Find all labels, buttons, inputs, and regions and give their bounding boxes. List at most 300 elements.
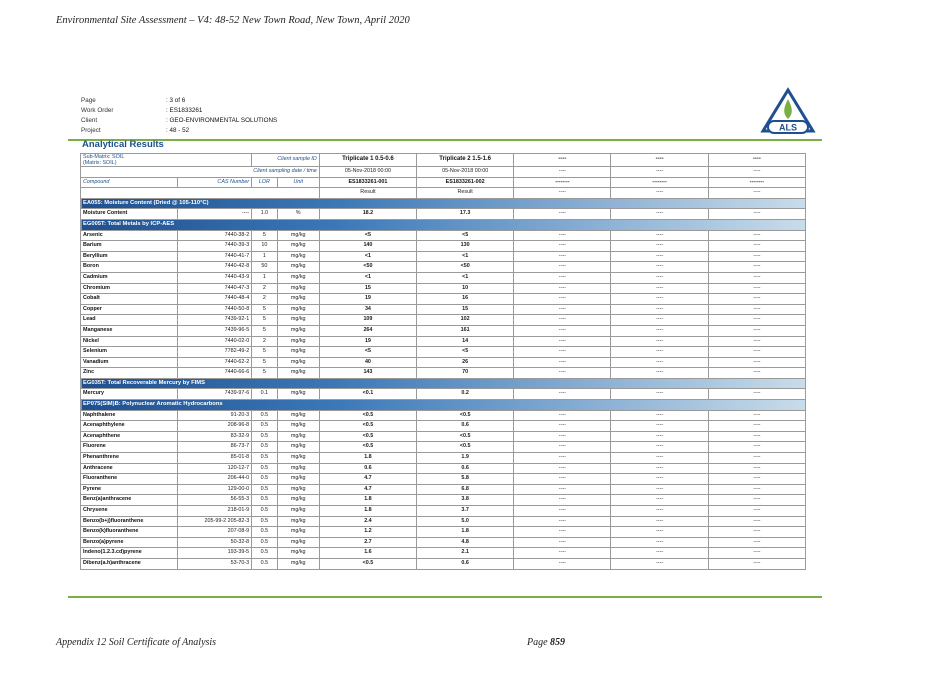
cas-number: 7440-50-8 (178, 304, 252, 315)
lor-column-header: LOR (252, 177, 277, 188)
cas-number: 7439-92-1 (178, 315, 252, 326)
meta-row (81, 96, 277, 106)
report-meta (81, 96, 277, 136)
compound-name: Mercury (81, 389, 178, 400)
empty-result: ---- (611, 442, 708, 453)
empty-result: ---- (708, 251, 805, 262)
result-triplicate-2: 3.8 (417, 495, 514, 506)
empty-result: ---- (611, 315, 708, 326)
lor-value: 0.5 (252, 431, 277, 442)
header-row-sampling-date (81, 167, 806, 178)
result-triplicate-1: 2.7 (319, 537, 416, 548)
lab-id: ES1833261-001 (319, 177, 416, 188)
empty-result: ---- (708, 548, 805, 559)
compound-name: Cobalt (81, 294, 178, 305)
lor-value: 10 (252, 241, 277, 252)
empty-result: ---- (611, 272, 708, 283)
result-triplicate-1: <50 (319, 262, 416, 273)
compound-name: Cadmium (81, 272, 178, 283)
cas-number: 7440-38-2 (178, 230, 252, 241)
meta-value: : ES1833261 (166, 107, 203, 114)
compound-name: Arsenic (81, 230, 178, 241)
compound-name: Moisture Content (81, 209, 178, 220)
cas-number: 206-44-0 (178, 474, 252, 485)
meta-label: Page (81, 97, 96, 104)
result-triplicate-1: 143 (319, 368, 416, 379)
result-triplicate-2: 2.1 (417, 548, 514, 559)
table-row (81, 548, 806, 559)
empty-result: ---- (611, 262, 708, 273)
unit-value: mg/kg (277, 558, 319, 569)
empty-result: ---- (708, 484, 805, 495)
empty-result: ---- (708, 209, 805, 220)
lor-value: 5 (252, 230, 277, 241)
cas-number: 7440-39-3 (178, 241, 252, 252)
sample-id-header: Triplicate 2 1.5-1.6 (417, 154, 514, 167)
table-row (81, 336, 806, 347)
unit-value: mg/kg (277, 230, 319, 241)
cas-number: 7782-49-2 (178, 347, 252, 358)
result-triplicate-2: 161 (417, 325, 514, 336)
sampling-date: ---- (611, 167, 708, 178)
cas-number: 7440-66-6 (178, 368, 252, 379)
result-triplicate-1: 140 (319, 241, 416, 252)
lor-value: 0.5 (252, 484, 277, 495)
lor-value: 0.5 (252, 516, 277, 527)
meta-row (81, 116, 277, 126)
lab-id: -------- (514, 177, 611, 188)
unit-value: mg/kg (277, 474, 319, 485)
empty-result: ---- (708, 357, 805, 368)
sample-id-header: ---- (611, 154, 708, 167)
cas-number: 7440-42-8 (178, 262, 252, 273)
footer-page (527, 637, 565, 648)
sample-id-header: ---- (514, 154, 611, 167)
compound-name: Manganese (81, 325, 178, 336)
empty-result: ---- (611, 357, 708, 368)
unit-value: mg/kg (277, 347, 319, 358)
sampling-date-label: Client sampling date / time (81, 167, 320, 178)
empty-result: ---- (611, 463, 708, 474)
empty-result: ---- (611, 368, 708, 379)
unit-column-header: Unit (277, 177, 319, 188)
table-row (81, 262, 806, 273)
compound-name: Selenium (81, 347, 178, 358)
result-triplicate-2: 102 (417, 315, 514, 326)
cas-number: 129-00-0 (178, 484, 252, 495)
lor-value: 0.5 (252, 410, 277, 421)
header-row-columns (81, 177, 806, 188)
result-label: ---- (514, 188, 611, 199)
result-triplicate-2: <5 (417, 230, 514, 241)
table-row (81, 251, 806, 262)
cas-number: 56-55-3 (178, 495, 252, 506)
result-triplicate-2: 0.6 (417, 558, 514, 569)
meta-value: : 48 - 52 (166, 127, 190, 134)
client-sample-id-label: Client sample ID (252, 154, 320, 167)
result-label: Result (417, 188, 514, 199)
empty-result: ---- (708, 442, 805, 453)
empty-result: ---- (611, 336, 708, 347)
result-triplicate-2: 4.8 (417, 537, 514, 548)
result-triplicate-1: 15 (319, 283, 416, 294)
empty-result: ---- (708, 262, 805, 273)
empty-result: ---- (708, 453, 805, 464)
lor-value: 1.0 (252, 209, 277, 220)
result-triplicate-2: 15 (417, 304, 514, 315)
meta-label: Work Order (81, 107, 114, 114)
result-triplicate-2: 16 (417, 294, 514, 305)
cas-number: 208-96-8 (178, 421, 252, 432)
document-header: Environmental Site Assessment – V4: 48-52 New Town Road, New Town, April 2020 (56, 15, 410, 26)
cas-number: 7440-02-0 (178, 336, 252, 347)
compound-name: Benzo(a)pyrene (81, 537, 178, 548)
header-row-result (81, 188, 806, 199)
lor-value: 0.5 (252, 548, 277, 559)
empty-result: ---- (708, 537, 805, 548)
lor-value: 0.5 (252, 421, 277, 432)
result-triplicate-2: 5.8 (417, 474, 514, 485)
table-row (81, 431, 806, 442)
compound-name: Barium (81, 241, 178, 252)
result-triplicate-1: <0.5 (319, 558, 416, 569)
result-triplicate-2: <50 (417, 262, 514, 273)
empty-result: ---- (611, 431, 708, 442)
empty-result: ---- (514, 474, 611, 485)
lor-value: 5 (252, 368, 277, 379)
empty-result: ---- (514, 304, 611, 315)
table-row (81, 283, 806, 294)
submatrix-label: Sub-Matrix: SOIL (83, 154, 125, 160)
table-row (81, 368, 806, 379)
lor-value: 2 (252, 283, 277, 294)
table-row (81, 516, 806, 527)
unit-value: mg/kg (277, 389, 319, 400)
result-triplicate-2: 130 (417, 241, 514, 252)
table-row (81, 209, 806, 220)
table-row (81, 272, 806, 283)
result-triplicate-2: 0.6 (417, 463, 514, 474)
empty-result: ---- (611, 325, 708, 336)
result-triplicate-2: 3.7 (417, 506, 514, 517)
compound-name: Fluorene (81, 442, 178, 453)
lor-value: 0.5 (252, 442, 277, 453)
unit-value: mg/kg (277, 495, 319, 506)
unit-value: mg/kg (277, 357, 319, 368)
result-triplicate-2: 14 (417, 336, 514, 347)
result-triplicate-1: 40 (319, 357, 416, 368)
unit-value: mg/kg (277, 453, 319, 464)
result-triplicate-1: <0.5 (319, 442, 416, 453)
empty-result: ---- (514, 209, 611, 220)
unit-value: mg/kg (277, 442, 319, 453)
compound-name: Pyrene (81, 484, 178, 495)
sample-id-header: Triplicate 1 0.5-0.6 (319, 154, 416, 167)
empty-result: ---- (708, 230, 805, 241)
empty-result: ---- (611, 304, 708, 315)
empty-result: ---- (611, 389, 708, 400)
table-row (81, 325, 806, 336)
table-row (81, 484, 806, 495)
lab-id: ES1833261-002 (417, 177, 514, 188)
sampling-date: ---- (514, 167, 611, 178)
sampling-date: 05-Nov-2018 00:00 (319, 167, 416, 178)
empty-result: ---- (611, 506, 708, 517)
group-title: EA055: Moisture Content (Dried @ 105-110°C) (81, 198, 806, 209)
table-row (81, 389, 806, 400)
result-triplicate-2: 26 (417, 357, 514, 368)
result-triplicate-1: <0.5 (319, 431, 416, 442)
compound-name: Nickel (81, 336, 178, 347)
compound-name: Beryllium (81, 251, 178, 262)
cas-number: 120-12-7 (178, 463, 252, 474)
result-triplicate-1: <0.5 (319, 421, 416, 432)
unit-value: mg/kg (277, 251, 319, 262)
sample-id-header: ---- (708, 154, 805, 167)
cas-number: 53-70-3 (178, 558, 252, 569)
compound-name: Indeno(1.2.3.cd)pyrene (81, 548, 178, 559)
empty-result: ---- (611, 558, 708, 569)
table-row (81, 442, 806, 453)
lor-value: 0.5 (252, 558, 277, 569)
unit-value: mg/kg (277, 336, 319, 347)
cas-number: 7440-43-9 (178, 272, 252, 283)
group-title: EG035T: Total Recoverable Mercury by FIMS (81, 378, 806, 389)
section-title: Analytical Results (82, 139, 164, 150)
lor-value: 5 (252, 315, 277, 326)
result-triplicate-1: 109 (319, 315, 416, 326)
empty-result: ---- (611, 495, 708, 506)
unit-value: mg/kg (277, 431, 319, 442)
empty-result: ---- (708, 272, 805, 283)
cas-number: 83-32-9 (178, 431, 252, 442)
result-triplicate-1: <1 (319, 251, 416, 262)
empty-result: ---- (514, 484, 611, 495)
empty-result: ---- (708, 474, 805, 485)
cas-number: 193-39-5 (178, 548, 252, 559)
empty-result: ---- (514, 347, 611, 358)
result-triplicate-2: 70 (417, 368, 514, 379)
result-triplicate-1: 18.2 (319, 209, 416, 220)
cas-number: 7439-96-5 (178, 325, 252, 336)
result-triplicate-2: <5 (417, 347, 514, 358)
compound-name: Chrysene (81, 506, 178, 517)
result-triplicate-1: 4.7 (319, 474, 416, 485)
unit-value: mg/kg (277, 463, 319, 474)
result-triplicate-1: <5 (319, 230, 416, 241)
sampling-date: ---- (708, 167, 805, 178)
table-row (81, 347, 806, 358)
lor-value: 0.5 (252, 495, 277, 506)
unit-value: mg/kg (277, 506, 319, 517)
unit-value: mg/kg (277, 241, 319, 252)
empty-result: ---- (708, 558, 805, 569)
lor-value: 0.5 (252, 506, 277, 517)
cas-number: 7439-97-6 (178, 389, 252, 400)
sampling-date: 05-Nov-2018 00:00 (417, 167, 514, 178)
compound-name: Benz(a)anthracene (81, 495, 178, 506)
result-triplicate-1: 0.6 (319, 463, 416, 474)
result-triplicate-1: <5 (319, 347, 416, 358)
analytical-results-table (80, 153, 806, 570)
empty-result: ---- (514, 283, 611, 294)
empty-result: ---- (611, 527, 708, 538)
result-label: ---- (611, 188, 708, 199)
cas-number: 218-01-9 (178, 506, 252, 517)
lor-value: 50 (252, 262, 277, 273)
compound-column-header: Compound (81, 177, 178, 188)
empty-result: ---- (708, 347, 805, 358)
lor-value: 2 (252, 336, 277, 347)
empty-result: ---- (514, 548, 611, 559)
unit-value: mg/kg (277, 262, 319, 273)
result-triplicate-2: <0.5 (417, 431, 514, 442)
result-triplicate-2: <1 (417, 251, 514, 262)
cas-number: 207-08-9 (178, 527, 252, 538)
unit-value: mg/kg (277, 294, 319, 305)
lor-value: 5 (252, 347, 277, 358)
lor-value: 5 (252, 325, 277, 336)
table-row (81, 294, 806, 305)
table-row (81, 304, 806, 315)
empty-result: ---- (708, 527, 805, 538)
lor-value: 2 (252, 294, 277, 305)
empty-result: ---- (708, 421, 805, 432)
result-triplicate-1: <1 (319, 272, 416, 283)
lor-value: 0.5 (252, 537, 277, 548)
cas-number: 7440-62-2 (178, 357, 252, 368)
compound-name: Zinc (81, 368, 178, 379)
table-row (81, 357, 806, 368)
unit-value: mg/kg (277, 283, 319, 294)
result-triplicate-2: 1.9 (417, 453, 514, 464)
result-triplicate-2: 0.6 (417, 421, 514, 432)
empty-result: ---- (708, 389, 805, 400)
table-row (81, 495, 806, 506)
bottom-green-rule (68, 596, 822, 598)
result-label: ---- (708, 188, 805, 199)
empty-result: ---- (708, 336, 805, 347)
lor-value: 0.1 (252, 389, 277, 400)
empty-result: ---- (708, 516, 805, 527)
unit-value: mg/kg (277, 325, 319, 336)
cas-number: 85-01-8 (178, 453, 252, 464)
table-row (81, 558, 806, 569)
result-triplicate-1: 19 (319, 336, 416, 347)
matrix-cell (81, 154, 252, 167)
result-label: Result (319, 188, 416, 199)
empty-result: ---- (708, 304, 805, 315)
cas-number: 205-99-2 205-82-3 (178, 516, 252, 527)
empty-result: ---- (611, 283, 708, 294)
cas-column-header: CAS Number (178, 177, 252, 188)
table-row (81, 241, 806, 252)
unit-value: mg/kg (277, 421, 319, 432)
result-triplicate-2: <0.5 (417, 442, 514, 453)
compound-name: Chromium (81, 283, 178, 294)
empty-result: ---- (514, 516, 611, 527)
result-triplicate-1: 264 (319, 325, 416, 336)
meta-row (81, 106, 277, 116)
empty-result: ---- (514, 495, 611, 506)
empty-result: ---- (611, 484, 708, 495)
table-row (81, 230, 806, 241)
lor-value: 5 (252, 357, 277, 368)
empty-result: ---- (611, 230, 708, 241)
compound-name: Anthracene (81, 463, 178, 474)
empty-result: ---- (514, 389, 611, 400)
meta-value: : GEO-ENVIRONMENTAL SOLUTIONS (166, 117, 278, 124)
unit-value: mg/kg (277, 548, 319, 559)
empty-result: ---- (611, 474, 708, 485)
lor-value: 0.5 (252, 474, 277, 485)
empty-result: ---- (611, 209, 708, 220)
compound-name: Naphthalene (81, 410, 178, 421)
logo-text: ALS (779, 122, 797, 133)
result-triplicate-2: 5.0 (417, 516, 514, 527)
compound-name: Acenaphthylene (81, 421, 178, 432)
result-triplicate-2: 1.8 (417, 527, 514, 538)
compound-name: Vanadium (81, 357, 178, 368)
result-triplicate-2: 6.8 (417, 484, 514, 495)
cas-number: 7440-47-3 (178, 283, 252, 294)
result-triplicate-1: 1.8 (319, 495, 416, 506)
compound-name: Fluoranthene (81, 474, 178, 485)
result-triplicate-1: <0.5 (319, 410, 416, 421)
result-triplicate-2: <0.5 (417, 410, 514, 421)
compound-name: Benzo(b+j)fluoranthene (81, 516, 178, 527)
empty-result: ---- (514, 272, 611, 283)
footer-appendix: Appendix 12 Soil Certificate of Analysis (56, 637, 217, 648)
cas-number: 7440-41-7 (178, 251, 252, 262)
unit-value: mg/kg (277, 410, 319, 421)
group-row (81, 198, 806, 209)
lor-value: 0.5 (252, 463, 277, 474)
empty-result: ---- (708, 283, 805, 294)
result-triplicate-1: 1.6 (319, 548, 416, 559)
group-title: EG005T: Total Metals by ICP-AES (81, 219, 806, 230)
result-triplicate-2: <1 (417, 272, 514, 283)
meta-label: Project (81, 127, 101, 134)
lor-value: 1 (252, 251, 277, 262)
table-row (81, 463, 806, 474)
empty-result: ---- (514, 558, 611, 569)
unit-value: mg/kg (277, 516, 319, 527)
lab-id: -------- (611, 177, 708, 188)
empty-result: ---- (708, 315, 805, 326)
lor-value: 5 (252, 304, 277, 315)
empty-result: ---- (514, 368, 611, 379)
result-triplicate-1: 1.8 (319, 506, 416, 517)
unit-value: mg/kg (277, 527, 319, 538)
group-row (81, 400, 806, 411)
empty-result: ---- (708, 431, 805, 442)
footer-page-number: 859 (550, 637, 566, 648)
empty-result: ---- (708, 325, 805, 336)
empty-result: ---- (514, 230, 611, 241)
result-triplicate-1: <0.1 (319, 389, 416, 400)
empty-result: ---- (514, 336, 611, 347)
group-title: EP075(SIM)B: Polynuclear Aromatic Hydrocarbons (81, 400, 806, 411)
empty-result: ---- (708, 294, 805, 305)
result-triplicate-1: 19 (319, 294, 416, 305)
result-triplicate-2: 0.2 (417, 389, 514, 400)
empty-result: ---- (611, 251, 708, 262)
result-triplicate-2: 10 (417, 283, 514, 294)
cas-number: 50-32-8 (178, 537, 252, 548)
empty-result: ---- (514, 431, 611, 442)
table-row (81, 506, 806, 517)
